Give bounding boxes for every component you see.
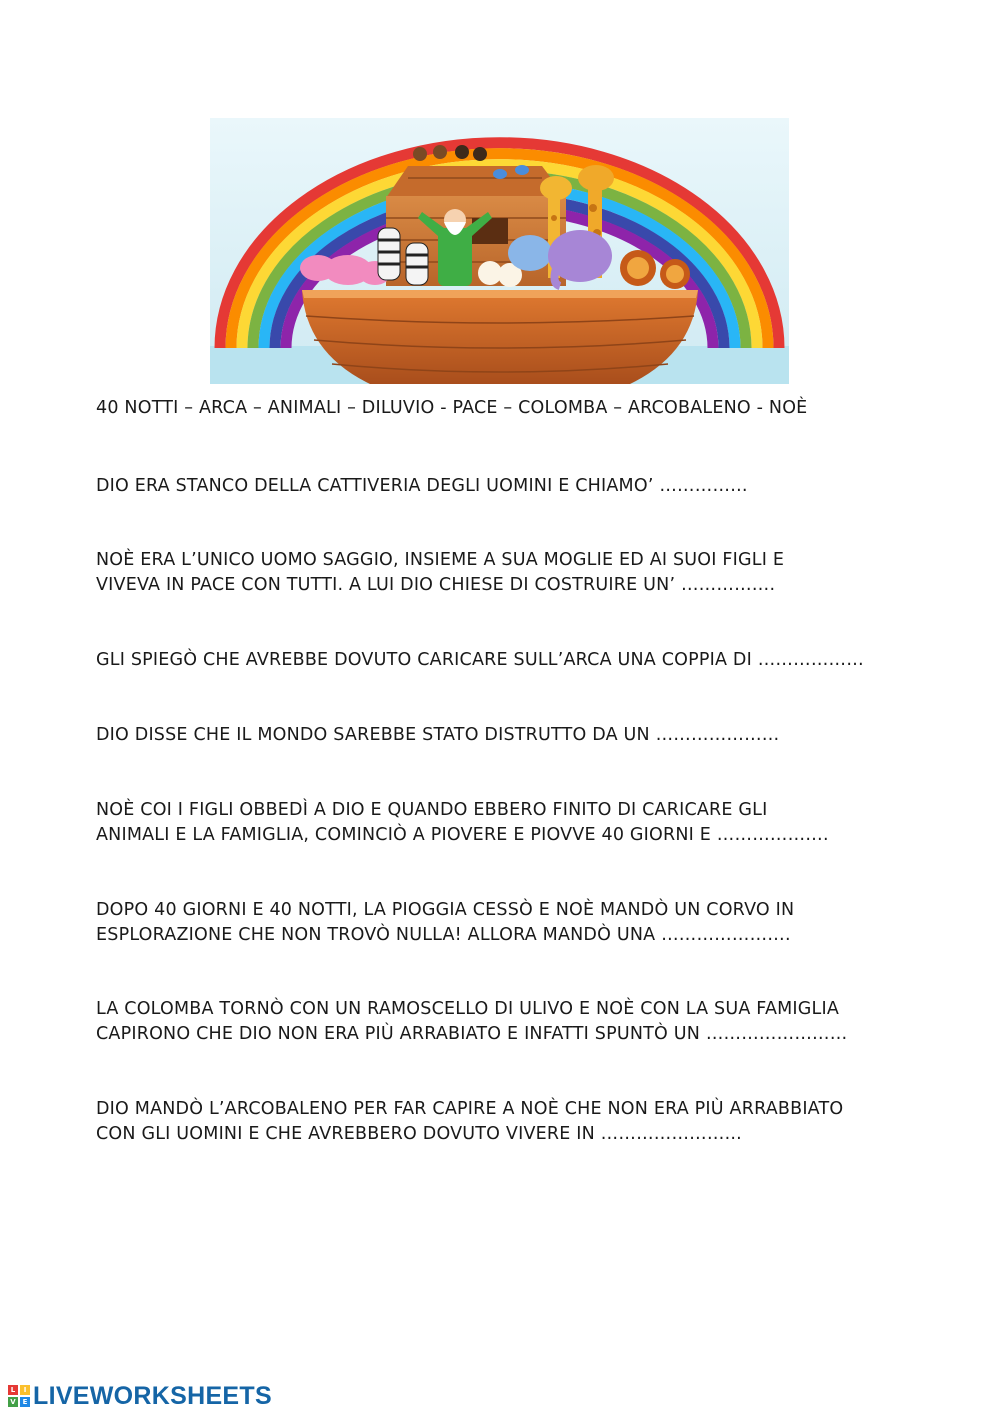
sentence-line: ESPLORAZIONE CHE NON TROVÒ NULLA! ALLORA MANDÒ UNA …………………. (96, 925, 791, 945)
noahs-ark-illustration (210, 118, 789, 384)
ark-hull (302, 290, 698, 384)
logo-block: V (8, 1397, 18, 1407)
ark-roof (386, 166, 566, 198)
logo-block: L (8, 1385, 18, 1395)
sentence-line: DIO DISSE CHE IL MONDO SAREBBE STATO DISTRUTTO DA UN ………………… (96, 725, 780, 745)
sentence-1 (96, 474, 936, 499)
sentence-line: GLI SPIEGÒ CHE AVREBBE DOVUTO CARICARE SULL’ARCA UNA COPPIA DI ……………… (96, 650, 864, 670)
sentence-5 (96, 798, 936, 848)
logo-blocks-icon (8, 1385, 30, 1407)
sentence-6 (96, 898, 936, 948)
sentence-line: CON GLI UOMINI E CHE AVREBBERO DOVUTO VIVERE IN …………………... (96, 1124, 742, 1144)
sentence-4 (96, 723, 936, 748)
sentence-line: NOÈ COI I FIGLI OBBEDÌ A DIO E QUANDO EBBERO FINITO DI CARICARE GLI (96, 800, 768, 820)
sentence-7 (96, 997, 936, 1047)
sentence-line: DIO MANDÒ L’ARCOBALENO PER FAR CAPIRE A NOÈ CHE NON ERA PIÙ ARRABBIATO (96, 1099, 844, 1119)
logo-text: LIVEWORKSHEETS (33, 1381, 272, 1410)
liveworksheets-logo (8, 1381, 272, 1411)
sentence-8 (96, 1097, 936, 1147)
sentence-line: LA COLOMBA TORNÒ CON UN RAMOSCELLO DI ULIVO E NOÈ CON LA SUA FAMIGLIA (96, 999, 840, 1019)
sentence-line: VIVEVA IN PACE CON TUTTI. A LUI DIO CHIESE DI COSTRUIRE UN’ ……………. (96, 575, 776, 595)
sentence-line: CAPIRONO CHE DIO NON ERA PIÙ ARRABIATO E INFATTI SPUNTÒ UN …………………… (96, 1024, 848, 1044)
logo-block: E (20, 1397, 30, 1407)
sentence-2 (96, 548, 936, 598)
sentence-3 (96, 648, 936, 673)
sentence-line: NOÈ ERA L’UNICO UOMO SAGGIO, INSIEME A SUA MOGLIE ED AI SUOI FIGLI E (96, 550, 785, 570)
sentence-line: ANIMALI E LA FAMIGLIA, COMINCIÒ A PIOVERE E PIOVVE 40 GIORNI E ………………. (96, 825, 829, 845)
sentence-line: DOPO 40 GIORNI E 40 NOTTI, LA PIOGGIA CESSÒ E NOÈ MANDÒ UN CORVO IN (96, 900, 795, 920)
logo-block: I (20, 1385, 30, 1395)
word-bank: 40 NOTTI – ARCA – ANIMALI – DILUVIO - PACE – COLOMBA – ARCOBALENO - NOÈ (96, 398, 808, 418)
sentence-line: DIO ERA STANCO DELLA CATTIVERIA DEGLI UOMINI E CHIAMO’ …………… (96, 476, 748, 496)
